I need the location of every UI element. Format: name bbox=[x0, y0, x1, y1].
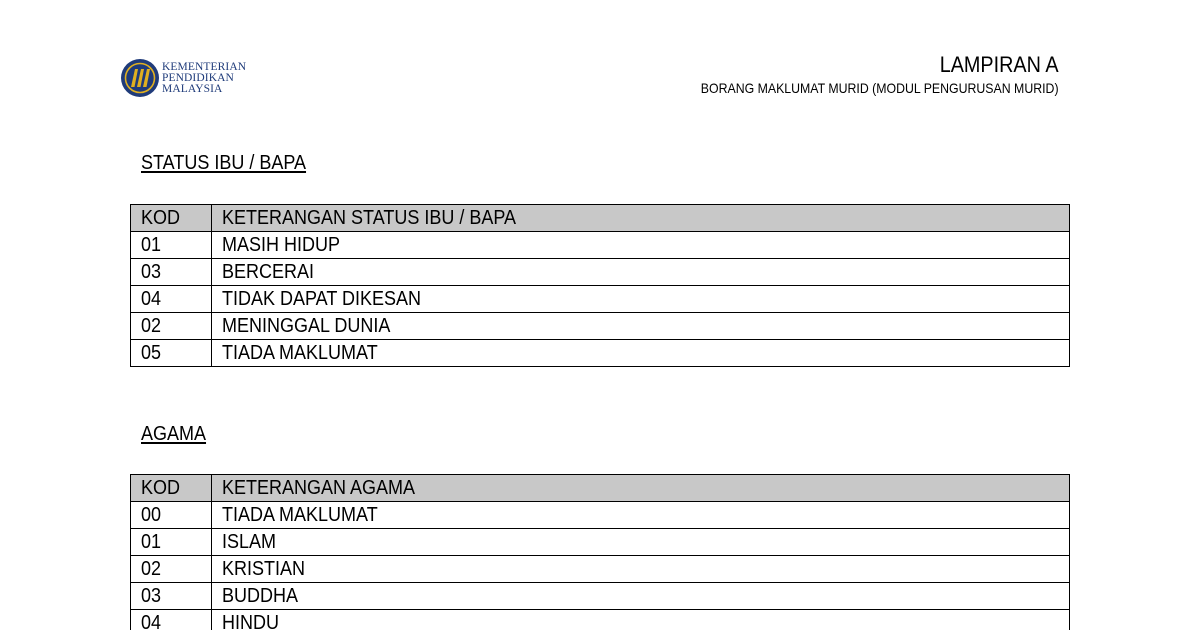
ministry-name bbox=[162, 62, 246, 95]
description-cell: BERCERAI bbox=[212, 259, 1070, 286]
description-cell: TIADA MAKLUMAT bbox=[212, 502, 1070, 529]
code-cell: 03 bbox=[131, 583, 212, 610]
ministry-name-line-3: MALAYSIA bbox=[162, 82, 223, 95]
code-cell: 04 bbox=[131, 610, 212, 630]
table-row bbox=[131, 556, 1070, 583]
code-cell: 01 bbox=[131, 232, 212, 259]
code-cell: 01 bbox=[131, 529, 212, 556]
ministry-name-line-2: PENDIDIKAN bbox=[162, 71, 234, 84]
table-row bbox=[131, 286, 1070, 313]
table-row bbox=[131, 259, 1070, 286]
table-row bbox=[131, 502, 1070, 529]
status-ibu-bapa-table bbox=[130, 204, 1070, 367]
column-header-keterangan: KETERANGAN STATUS IBU / BAPA bbox=[212, 205, 1070, 232]
description-cell: BUDDHA bbox=[212, 583, 1070, 610]
description-cell: MENINGGAL DUNIA bbox=[212, 313, 1070, 340]
section-title-status-ibu-bapa: STATUS IBU / BAPA bbox=[141, 152, 307, 174]
table-header-row bbox=[131, 205, 1070, 232]
table-row bbox=[131, 313, 1070, 340]
column-header-kod: KOD bbox=[131, 205, 212, 232]
description-cell: MASIH HIDUP bbox=[212, 232, 1070, 259]
code-cell: 02 bbox=[131, 556, 212, 583]
ministry-logo bbox=[120, 58, 246, 98]
description-cell: TIADA MAKLUMAT bbox=[212, 340, 1070, 367]
table-header-row bbox=[131, 475, 1070, 502]
form-subtitle: BORANG MAKLUMAT MURID (MODUL PENGURUSAN MURID) bbox=[701, 80, 1059, 96]
code-cell: 05 bbox=[131, 340, 212, 367]
section-title-agama: AGAMA bbox=[141, 423, 207, 445]
description-cell: HINDU bbox=[212, 610, 1070, 630]
document-header bbox=[652, 52, 1059, 96]
code-cell: 02 bbox=[131, 313, 212, 340]
ministry-name-line-1: KEMENTERIAN bbox=[162, 60, 247, 73]
table-row bbox=[131, 529, 1070, 556]
table-row bbox=[131, 610, 1070, 630]
ministry-emblem-icon bbox=[120, 58, 160, 98]
description-cell: ISLAM bbox=[212, 529, 1070, 556]
agama-table bbox=[130, 474, 1070, 630]
table-row bbox=[131, 232, 1070, 259]
code-cell: 04 bbox=[131, 286, 212, 313]
code-cell: 00 bbox=[131, 502, 212, 529]
code-cell: 03 bbox=[131, 259, 212, 286]
description-cell: KRISTIAN bbox=[212, 556, 1070, 583]
table-row bbox=[131, 340, 1070, 367]
column-header-kod: KOD bbox=[131, 475, 212, 502]
description-cell: TIDAK DAPAT DIKESAN bbox=[212, 286, 1070, 313]
appendix-title: LAMPIRAN A bbox=[940, 52, 1059, 77]
table-row bbox=[131, 583, 1070, 610]
column-header-keterangan: KETERANGAN AGAMA bbox=[212, 475, 1070, 502]
